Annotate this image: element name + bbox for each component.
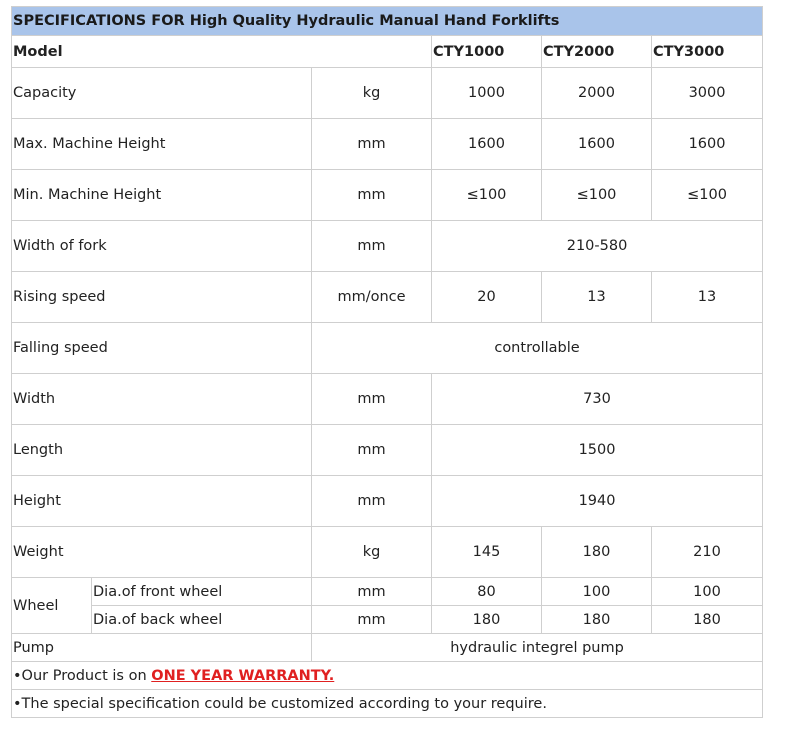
row-unit: mm [312, 425, 432, 476]
cell-cty1000: 80 [432, 578, 542, 606]
row-label: Weight [12, 527, 312, 578]
row-unit: mm [312, 606, 432, 634]
cell-cty2000: ≤100 [542, 170, 652, 221]
row-unit: mm [312, 578, 432, 606]
model-header-label: Model [12, 36, 432, 68]
row-label: Falling speed [12, 323, 312, 374]
table-row-height [12, 476, 763, 527]
cell-cty3000: 210 [652, 527, 763, 578]
row-unit: mm [312, 374, 432, 425]
cell-cty2000: 180 [542, 527, 652, 578]
cell-cty3000: ≤100 [652, 170, 763, 221]
cell-all-models: 1940 [432, 476, 763, 527]
row-label: Height [12, 476, 312, 527]
row-unit: mm [312, 221, 432, 272]
model-header-cty3000: CTY3000 [652, 36, 763, 68]
cell-cty2000: 13 [542, 272, 652, 323]
row-label: Max. Machine Height [12, 119, 312, 170]
note-warranty-text: •Our Product is on [13, 667, 152, 684]
cell-all-models: 210-580 [432, 221, 763, 272]
row-unit: mm [312, 119, 432, 170]
warranty-link[interactable]: ONE YEAR WARRANTY. [151, 667, 335, 684]
row-label: Min. Machine Height [12, 170, 312, 221]
cell-all-models: controllable [312, 323, 763, 374]
cell-cty1000: 145 [432, 527, 542, 578]
note-warranty-row [12, 662, 763, 690]
table-row-rising-speed [12, 272, 763, 323]
cell-all-models: 1500 [432, 425, 763, 476]
table-row-back-wheel [12, 606, 763, 634]
cell-cty1000: 180 [432, 606, 542, 634]
row-label: Width [12, 374, 312, 425]
row-unit: kg [312, 527, 432, 578]
cell-cty1000: ≤100 [432, 170, 542, 221]
cell-cty3000: 100 [652, 578, 763, 606]
cell-cty1000: 20 [432, 272, 542, 323]
cell-cty3000: 1600 [652, 119, 763, 170]
table-row-fork-width [12, 221, 763, 272]
model-header-cty2000: CTY2000 [542, 36, 652, 68]
cell-cty2000: 2000 [542, 68, 652, 119]
table-row-front-wheel [12, 578, 763, 606]
table-row-width [12, 374, 763, 425]
specifications-table [11, 6, 763, 718]
row-label: Rising speed [12, 272, 312, 323]
row-label: Length [12, 425, 312, 476]
table-row-max-height [12, 119, 763, 170]
cell-cty1000: 1600 [432, 119, 542, 170]
table-row-capacity [12, 68, 763, 119]
row-unit: mm [312, 476, 432, 527]
cell-cty3000: 180 [652, 606, 763, 634]
note-custom: •The special specification could be customized according to your require. [12, 690, 763, 718]
table-row-min-height [12, 170, 763, 221]
cell-all-models: 730 [432, 374, 763, 425]
row-unit: mm [312, 170, 432, 221]
cell-cty3000: 13 [652, 272, 763, 323]
cell-all-models: hydraulic integrel pump [312, 634, 763, 662]
row-label: Width of fork [12, 221, 312, 272]
table-row-pump [12, 634, 763, 662]
note-warranty [12, 662, 763, 690]
table-title: SPECIFICATIONS FOR High Quality Hydraulic Manual Hand Forklifts [12, 7, 763, 36]
cell-cty1000: 1000 [432, 68, 542, 119]
row-unit: kg [312, 68, 432, 119]
table-row-length [12, 425, 763, 476]
row-label: Capacity [12, 68, 312, 119]
cell-cty3000: 3000 [652, 68, 763, 119]
row-sublabel: Dia.of front wheel [92, 578, 312, 606]
model-header-cty1000: CTY1000 [432, 36, 542, 68]
row-unit: mm/once [312, 272, 432, 323]
cell-cty2000: 1600 [542, 119, 652, 170]
table-row-weight [12, 527, 763, 578]
row-label: Pump [12, 634, 312, 662]
row-sublabel: Dia.of back wheel [92, 606, 312, 634]
row-label-wheel: Wheel [12, 578, 92, 634]
cell-cty2000: 180 [542, 606, 652, 634]
cell-cty2000: 100 [542, 578, 652, 606]
note-custom-row [12, 690, 763, 718]
table-row-falling-speed [12, 323, 763, 374]
